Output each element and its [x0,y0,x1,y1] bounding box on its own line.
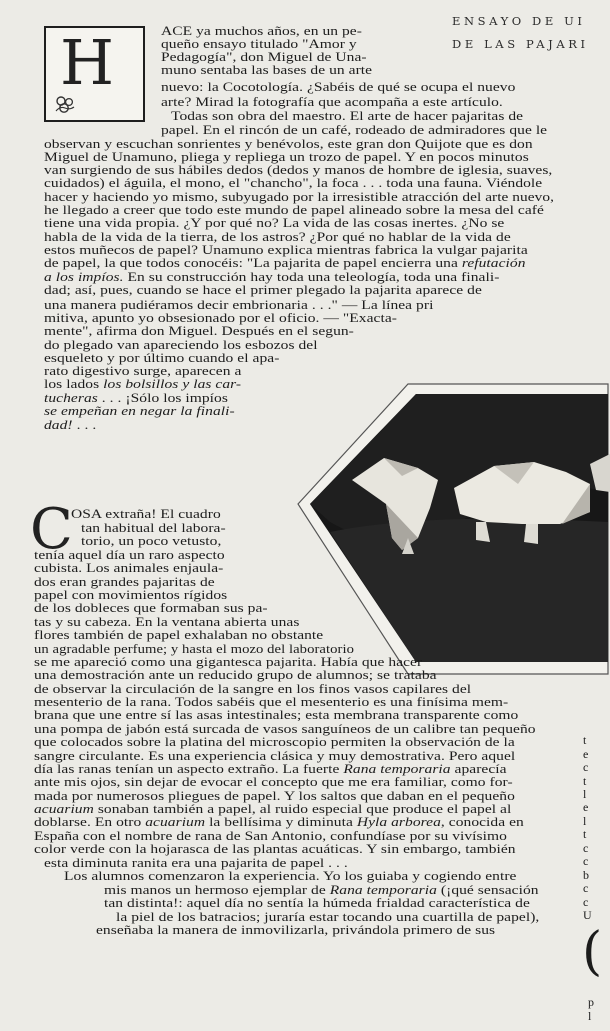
text-line: se empeñan en negar la finali- [44,404,235,418]
side-column-letter: e [583,800,589,814]
text-line: esta diminuta ranita era una pajarita de papel . . . [44,856,348,870]
side-column-letter: c [583,854,589,868]
text-line: enseñaba la manera de inmovilizarla, privándola primero de sus [96,923,496,937]
text-line: doblarse. En otro acuarium la bellísima y diminuta Hyla arborea, conocida en [34,815,524,829]
text-line: mitiva, apunto yo obsesionado por el oficio. — "Exacta- [44,311,398,325]
text-line: tan distinta!: aquel día no sentía la húmeda frialdad característica de [104,896,530,910]
drop-cap-h: H [60,26,115,99]
text-line: un agradable perfume; y hasta el mozo del laboratorio [34,642,354,656]
text-line: rato digestivo surge, aparecen a [44,364,242,378]
text-line: los lados los bolsillos y las car- [44,377,242,391]
text-line: mada por numerosos pliegues de papel. Y los saltos que daban en el pequeño [34,789,515,803]
text-line: tenía aquel día un raro aspecto [34,548,225,562]
text-line: tas y su cabeza. En la ventana abierta unas [34,615,300,629]
text-line: sangre circulante. Es una experiencia clásica y muy demostrativa. Pero aquel [34,749,516,763]
text-line: de los dobleces que formaban sus pa- [34,601,268,615]
next-drop-cap: ( [582,922,603,982]
text-line: he llegado a creer que todo este mundo de papel alineado sobre la mesa del café [44,203,544,217]
text-line: cubista. Los animales enjaula- [34,561,224,575]
text-line: nuevo: la Cocotología. ¿Sabéis de qué se ocupa el nuevo [161,80,516,94]
text-line: de papel, la que todos conocéis: "La pajarita de papel encierra una refutación [44,256,526,270]
text-line: ACE ya muchos años, en un pe- [161,24,362,38]
running-header-line-2: DE LAS PAJARI [452,37,589,51]
text-line: esqueleto y por último cuando el apa- [44,351,280,365]
text-line: papel. En el rincón de un café, rodeado de admiradores que le [161,123,548,137]
side-column-letter: c [583,881,589,895]
text-line: color verde con la hojarasca de las plantas acuáticas. Y sin embargo, también [34,842,516,856]
side-column-letter: l [588,1009,592,1023]
text-line: España con el nombre de rana de San Antonio, confundíase por su vivísimo [34,829,507,843]
text-line: Los alumnos comenzaron la experiencia. Yo los guiaba y cogiendo entre [64,869,517,883]
text-line: queño ensayo titulado "Amor y [161,37,357,51]
drop-cap-c: C [30,497,73,562]
side-column-letter: U [583,908,592,922]
side-column-letter: t [583,774,587,788]
side-column-letter: l [583,787,587,801]
text-line: se me apareció como una gigantesca pajarita. Había que hacer [34,655,423,669]
side-column-letter: t [583,827,587,841]
text-line: papel con movimientos rígidos [34,588,228,602]
text-line: habla de la vida de la tierra, de los astros? ¿Por qué no hablar de la vida de [44,230,511,244]
text-line: una manera pudiéramos decir embrionaria . . ." — La línea pri [44,298,434,312]
text-line: observan y escuchan sonrientes y benévolos, este gran don Quijote que es don [44,137,533,151]
text-line: que colocados sobre la platina del microscopio permiten la observación de la [34,735,515,749]
side-column-letter: t [583,733,587,747]
text-line: arte? Mirad la fotografía que acompaña a este artículo. [161,95,503,109]
side-column-letter: l [583,814,587,828]
text-line: la piel de los batracios; juraría estar tocando una cuartilla de papel), [116,910,540,924]
side-column-letter: e [583,747,589,761]
text-line: OSA extraña! El cuadro [71,507,221,521]
text-line: van surgiendo de sus hábiles dedos (dedos y manos de hombre de iglesia, suaves, [44,163,553,177]
origami-photo-icon [290,372,610,682]
text-line: una pompa de jabón está surcada de vasos sanguíneos de un calibre tan pequeño [34,722,536,736]
side-column-letter: c [583,841,589,855]
side-column-letter: c [583,760,589,774]
text-line: Miguel de Unamuno, pliega y repliega un trozo de papel. Y en pocos minutos [44,150,529,164]
side-column-letter: b [583,868,589,882]
side-column-letter: c [583,895,589,909]
text-line: acuarium sonaban también a papel, al ruido especial que produce el papel al [34,802,512,816]
text-line: hacer y haciendo yo mismo, subyugado por la irresistible atracción del arte nuevo, [44,190,554,204]
text-line: a los impíos. En su construcción hay toda una teleología, toda una finali- [44,270,500,284]
text-line: estos muñecos de papel? Unamuno explica mientras fabrica la vulgar pajarita [44,243,528,257]
text-line: día las ranas tenían un aspecto extraño. La fuerte Rana temporaria aparecía [34,762,507,776]
text-line: cuidados) el águila, el mono, el "chancho", la foca . . . toda una fauna. Viéndole [44,176,543,190]
text-line: torio, un poco vetusto, [81,534,222,548]
text-line: mesenterio de la rana. Todos sabéis que el mesenterio es una finísima mem- [34,695,509,709]
text-line: muno sentaba las bases de un arte [161,63,373,77]
text-line: de observar la circulación de la sangre en los finos vasos capilares del [34,682,472,696]
text-line: mis manos un hermoso ejemplar de Rana temporaria (¡qué sensación [104,883,539,897]
text-line: do plegado van apareciendo los esbozos del [44,338,318,352]
text-line: tan habitual del labora- [81,521,226,535]
side-column-letter: p [588,995,594,1009]
text-line: brana que une entre sí las asas intestinales; esta membrana transparente como [34,708,519,722]
text-line: tucheras . . . ¡Sólo los impíos [44,391,228,405]
text-line: Todas son obra del maestro. El arte de hacer pajaritas de [171,109,524,123]
text-line: dos eran grandes pajaritas de [34,575,215,589]
text-line: mente", afirma don Miguel. Después en el segun- [44,324,354,338]
text-line: ante mis ojos, sin dejar de evocar el concepto que me era familiar, como for- [34,775,513,789]
text-line: una demostración ante un reducido grupo de alumnos; se trataba [34,668,437,682]
text-line: Pedagogía", don Miguel de Una- [161,50,367,64]
running-header-line-1: ENSAYO DE UI [452,14,586,28]
text-line: dad! . . . [44,418,97,432]
floral-ornament-icon [52,93,78,115]
text-line: flores también de papel exhalaban no obstante [34,628,324,642]
text-line: tiene una vida propia. ¿Y por qué no? La vida de las cosas inertes. ¿No se [44,216,505,230]
text-line: dad; así, pues, cuando se hace el primer plegado la pajarita aparece de [44,283,482,297]
